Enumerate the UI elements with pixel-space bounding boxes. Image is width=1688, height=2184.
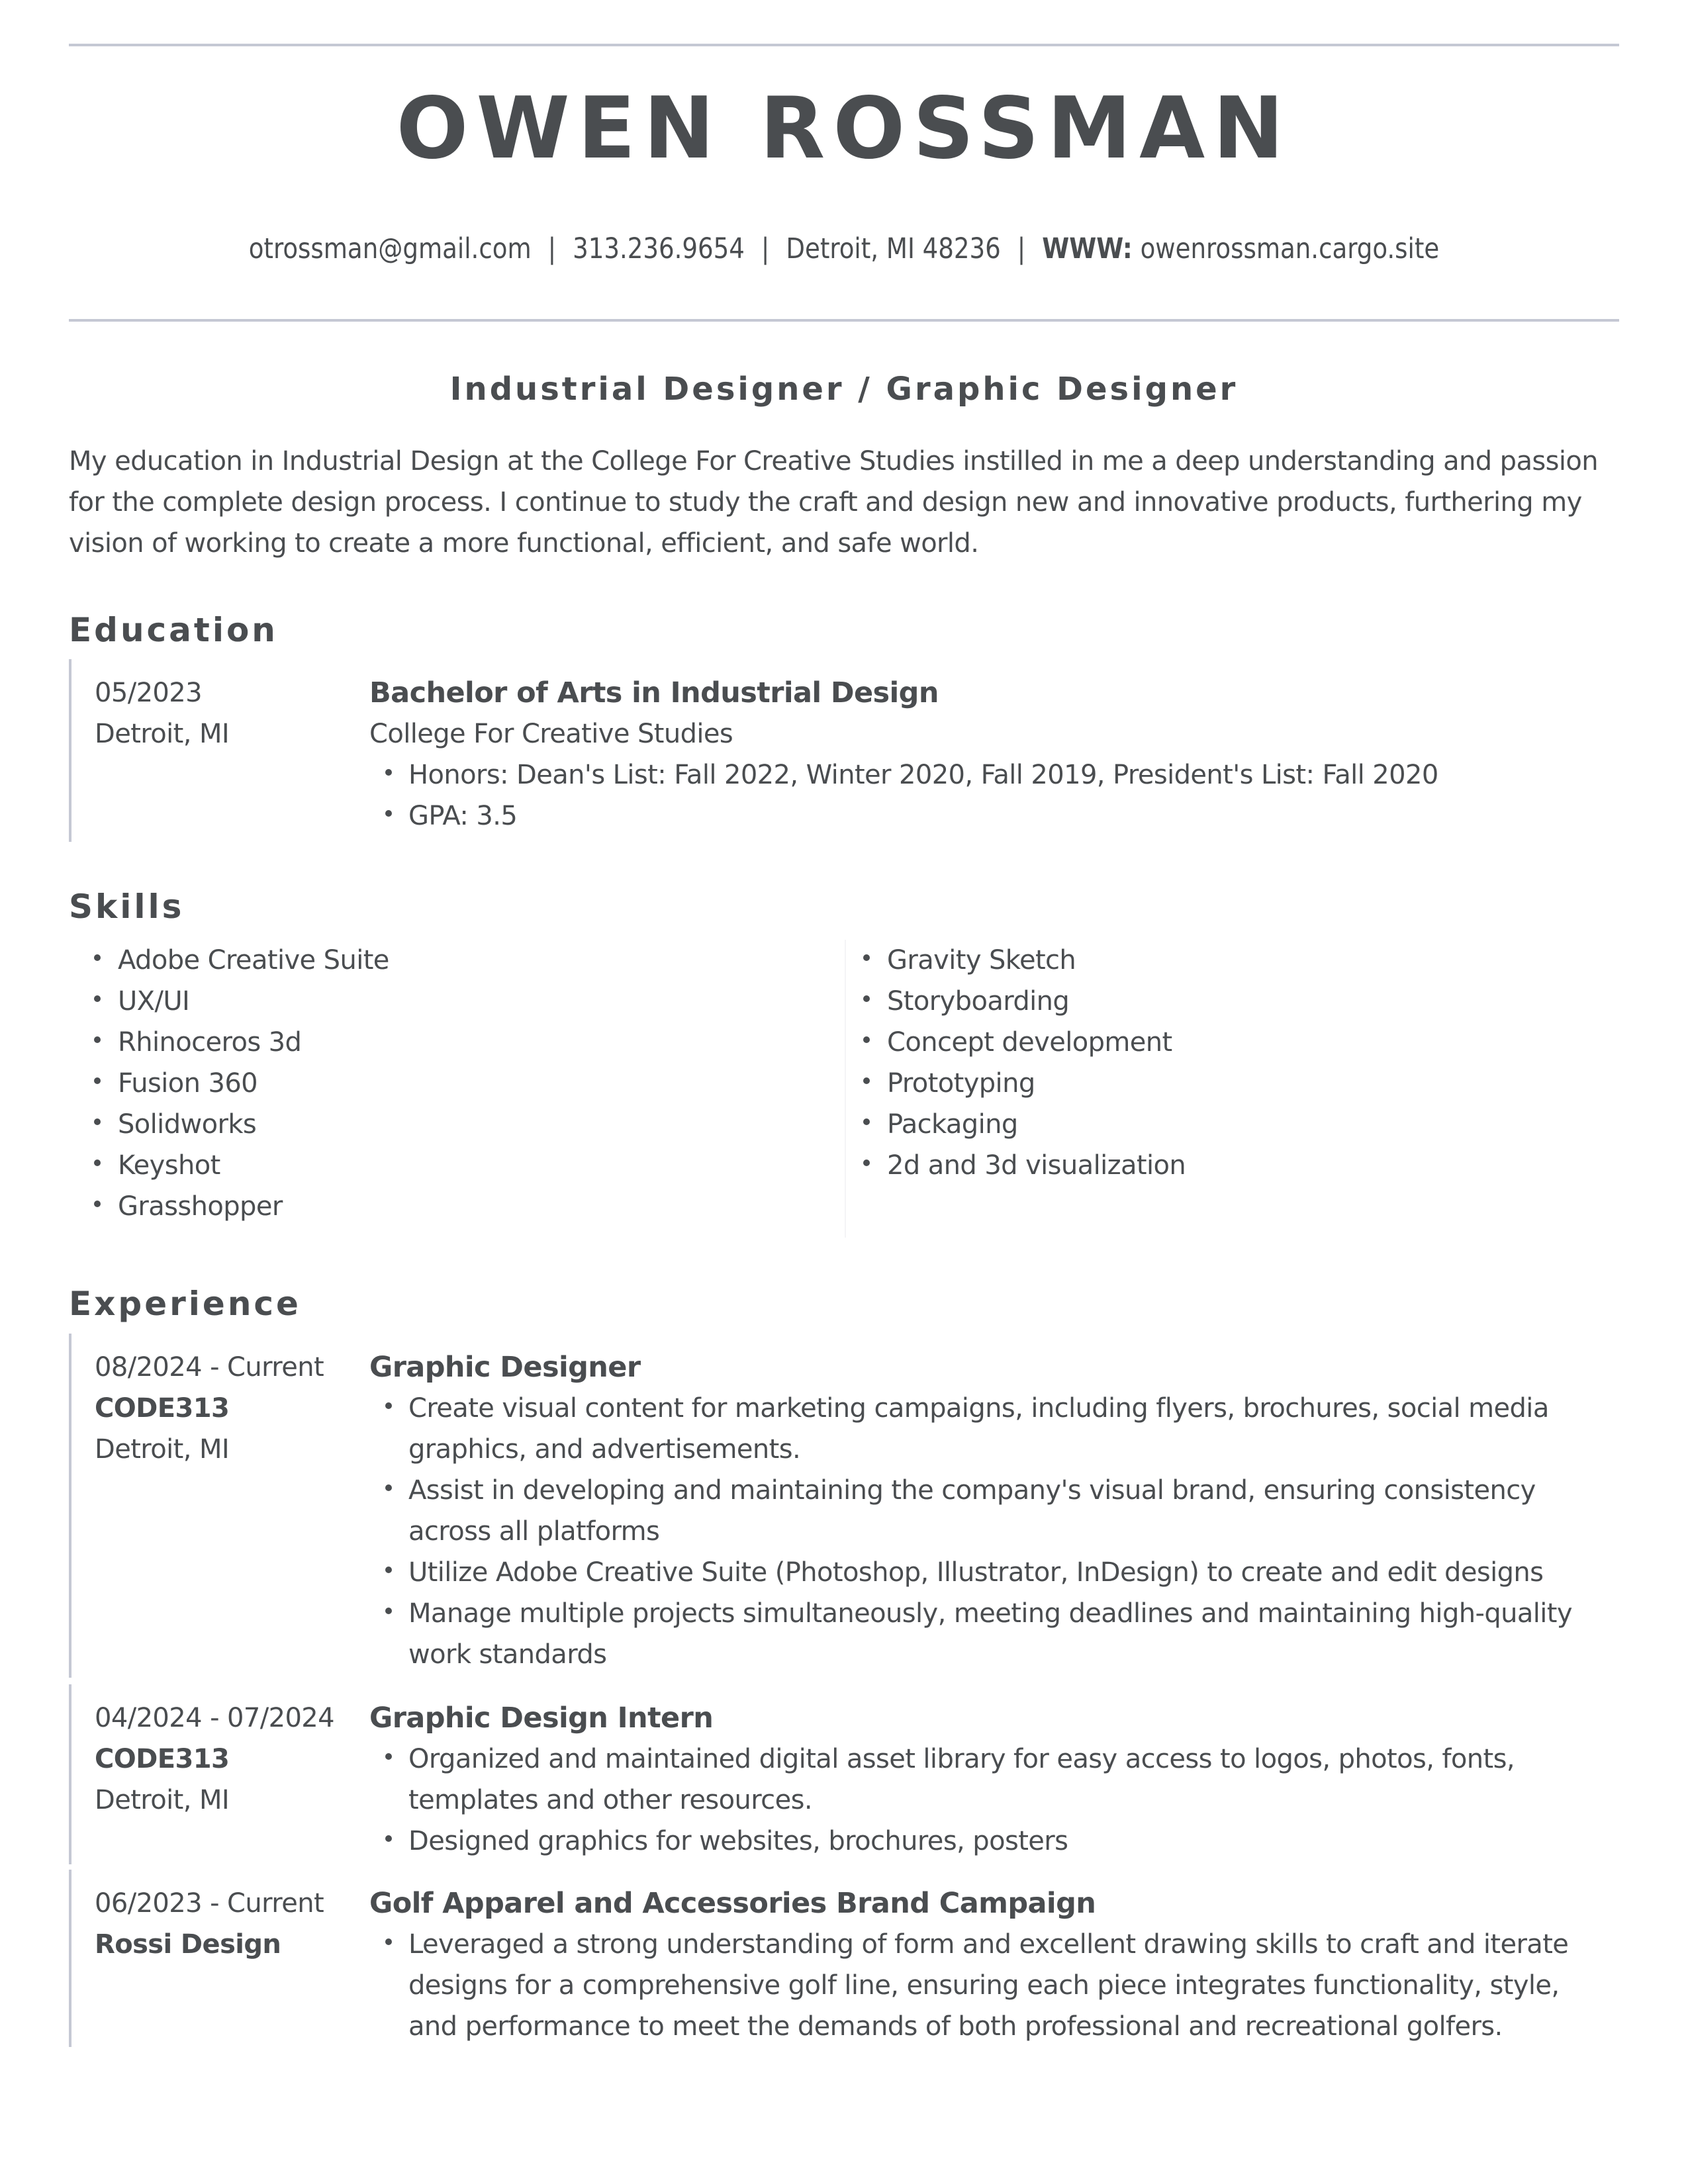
education-location: Detroit, MI <box>95 719 230 749</box>
experience-entry <box>69 1334 1619 1678</box>
skills-column-left <box>69 940 837 1227</box>
list-item: Leveraged a strong understanding of form and excellent drawing skills to craft and iterate designs for a comprehensive golf line, ensuring each piece integrates functionality, style, and performance to meet the demands of both professional and recreational golfers. <box>369 1924 1614 2047</box>
contact-website-link[interactable]: owenrossman.cargo.site <box>1140 232 1440 265</box>
skill-item: Rhinoceros 3d <box>69 1022 837 1063</box>
skill-item: Keyshot <box>69 1145 837 1186</box>
contact-phone[interactable]: 313.236.9654 <box>573 232 745 265</box>
experience-details <box>369 1698 1614 1862</box>
experience-entry <box>69 1870 1619 2047</box>
header-bottom-divider <box>69 319 1619 322</box>
job-dates: 08/2024 - Current <box>95 1352 324 1383</box>
education-bullets <box>369 754 1614 837</box>
contact-separator: | <box>547 232 557 265</box>
summary-paragraph: My education in Industrial Design at the College For Creative Studies instilled in me a deep understanding and passion for the complete design process. I continue to study the craft and design new and innovative products, furthering my vision of working to create a more functional, efficient, and safe world. <box>69 446 1598 559</box>
section-title-education: Education <box>69 611 278 649</box>
education-entry <box>69 659 1619 842</box>
list-item: Organized and maintained digital asset library for easy access to logos, photos, fonts, templates and other resources. <box>369 1739 1614 1821</box>
skill-item: Solidworks <box>69 1104 837 1145</box>
section-title-experience: Experience <box>69 1285 301 1323</box>
skill-item: Fusion 360 <box>69 1063 837 1104</box>
list-item: GPA: 3.5 <box>369 796 1614 837</box>
skills-list-right <box>846 940 1614 1186</box>
job-location: Detroit, MI <box>95 1434 230 1465</box>
experience-details <box>369 1883 1614 2047</box>
job-dates: 04/2024 - 07/2024 <box>95 1703 335 1733</box>
education-date: 05/2023 <box>95 678 202 708</box>
degree-title: Bachelor of Arts in Industrial Design <box>369 676 939 709</box>
list-item: Designed graphics for websites, brochures, posters <box>369 1821 1614 1862</box>
header-top-divider <box>69 44 1619 46</box>
experience-meta <box>95 1698 359 1821</box>
skill-item: Adobe Creative Suite <box>69 940 837 981</box>
job-title: Graphic Designer <box>369 1351 641 1384</box>
contact-separator: | <box>1017 232 1026 265</box>
headline: Industrial Designer / Graphic Designer <box>449 371 1239 408</box>
section-title-skills: Skills <box>69 887 185 926</box>
experience-meta <box>95 1883 359 1965</box>
education-meta <box>95 672 359 754</box>
list-item: Create visual content for marketing campaigns, including flyers, brochures, social media graphics, and advertisements. <box>369 1388 1614 1470</box>
experience-entry <box>69 1684 1619 1864</box>
job-title: Golf Apparel and Accessories Brand Campaign <box>369 1887 1096 1920</box>
candidate-name: OWEN ROSSMAN <box>396 79 1292 178</box>
contact-email[interactable]: otrossman@gmail.com <box>248 232 532 265</box>
contact-line <box>100 229 1588 269</box>
skill-item: Packaging <box>846 1104 1614 1145</box>
skill-item: Gravity Sketch <box>846 940 1614 981</box>
skill-item: 2d and 3d visualization <box>846 1145 1614 1186</box>
skills-grid <box>69 940 1619 1238</box>
skills-list-left <box>69 940 837 1227</box>
list-item: Assist in developing and maintaining the company's visual brand, ensuring consistency across all platforms <box>369 1470 1614 1552</box>
job-bullets <box>369 1739 1614 1862</box>
experience-meta <box>95 1347 359 1470</box>
skill-item: Grasshopper <box>69 1186 837 1227</box>
experience-details <box>369 1347 1614 1675</box>
contact-separator: | <box>761 232 770 265</box>
contact-location: Detroit, MI 48236 <box>786 232 1001 265</box>
skill-item: UX/UI <box>69 981 837 1022</box>
education-details <box>369 672 1614 837</box>
list-item: Utilize Adobe Creative Suite (Photoshop, Illustrator, InDesign) to create and edit designs <box>369 1552 1614 1593</box>
job-bullets <box>369 1388 1614 1675</box>
job-title: Graphic Design Intern <box>369 1702 714 1735</box>
skill-item: Concept development <box>846 1022 1614 1063</box>
list-item: Manage multiple projects simultaneously, meeting deadlines and maintaining high-quality work standards <box>369 1593 1614 1675</box>
job-bullets <box>369 1924 1614 2047</box>
website-label: WWW: <box>1042 232 1133 265</box>
skill-item: Prototyping <box>846 1063 1614 1104</box>
list-item: Honors: Dean's List: Fall 2022, Winter 2020, Fall 2019, President's List: Fall 2020 <box>369 754 1614 796</box>
job-dates: 06/2023 - Current <box>95 1888 324 1919</box>
skill-item: Storyboarding <box>846 981 1614 1022</box>
company-name: Rossi Design <box>95 1929 281 1960</box>
skills-column-right <box>845 940 1614 1238</box>
company-name: CODE313 <box>95 1744 230 1774</box>
job-location: Detroit, MI <box>95 1785 230 1815</box>
school-name: College For Creative Studies <box>369 719 733 749</box>
company-name: CODE313 <box>95 1393 230 1424</box>
